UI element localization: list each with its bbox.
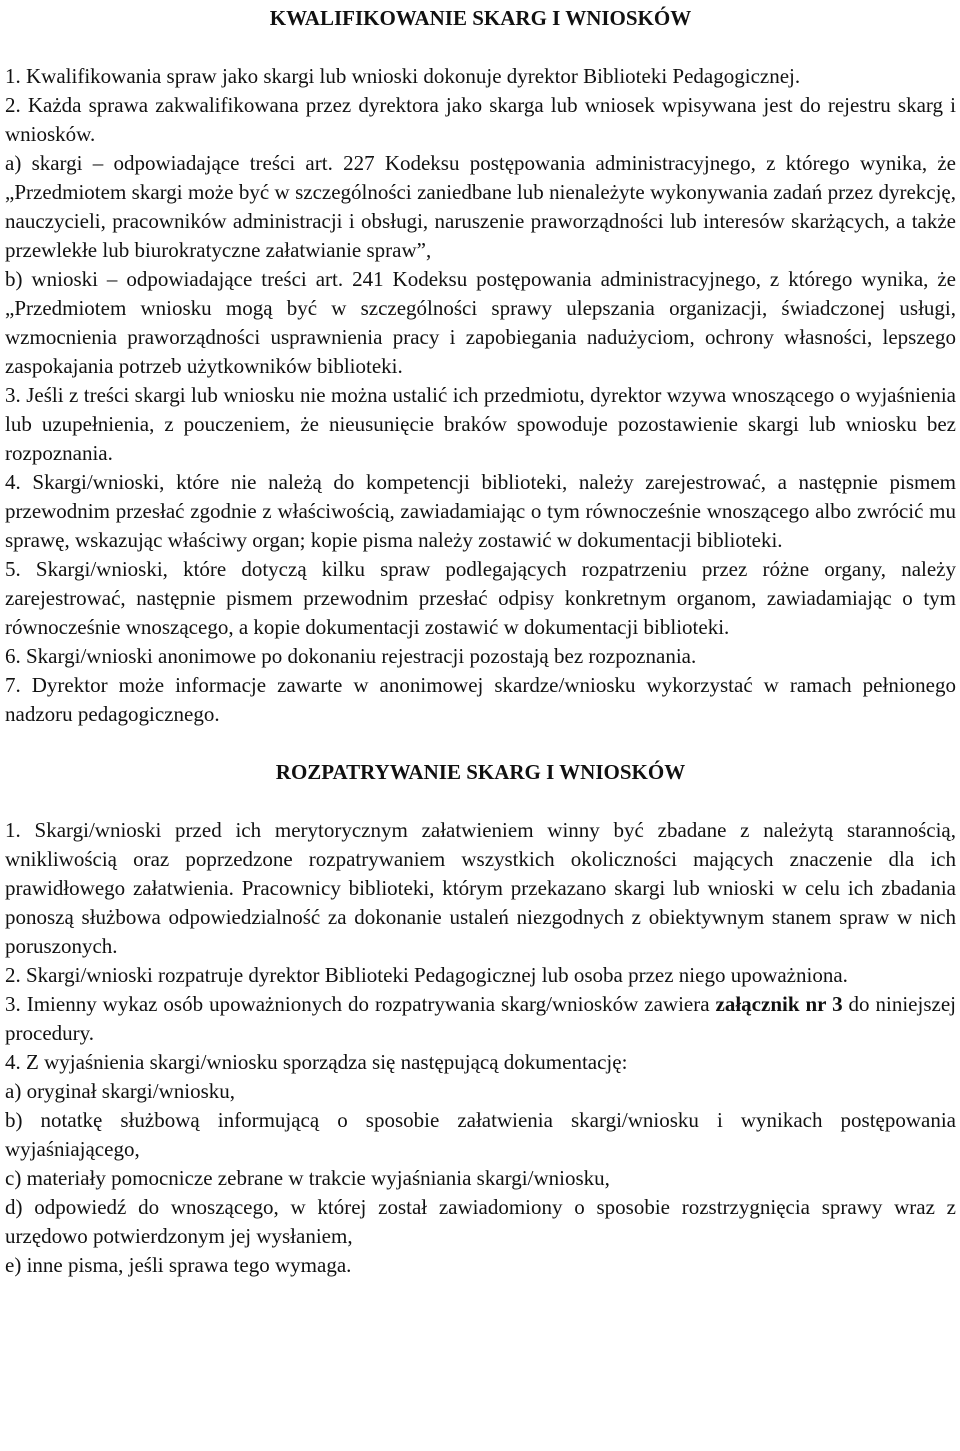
paragraph: b) wnioski – odpowiadające treści art. 241 Kodeksu postępowania administracyjnego, z którego wynika, że „Przedmiotem wniosku mogą być w szczególności sprawy ulepszania organizacji, świadczonej usługi, wzmocnienia praworządności usprawnienia pracy i zapobiegania nadużyciom, ochrony własności, lepszego zaspokajania potrzeb użytkowników biblioteki. (5, 267, 956, 378)
list-item: c) materiały pomocnicze zebrane w trakcie wyjaśniania skargi/wniosku, (5, 1166, 610, 1190)
spacer (5, 787, 956, 816)
attachment-reference: załącznik nr 3 (715, 992, 843, 1016)
paragraph: 4. Z wyjaśnienia skargi/wniosku sporządza się następującą dokumentację: (5, 1050, 628, 1074)
paragraph: 1. Kwalifikowania spraw jako skargi lub wnioski dokonuje dyrektor Biblioteki Pedagogicznej. (5, 64, 801, 88)
paragraph: 1. Skargi/wnioski przed ich merytorycznym załatwieniem winny być zbadane z należytą starannością, wnikliwością oraz poprzedzone rozpatrywaniem wszystkich okoliczności mających znaczenie dla ich prawidłowego załatwienia. Pracownicy biblioteki, którym przekazano skargi lub wnioski w celu ich zbadania ponoszą służbowa odpowiedzialność za dokonanie ustaleń niezgodnych z obiektywnym stanem spraw w nich poruszonych. (5, 818, 956, 958)
list-item: a) oryginał skargi/wniosku, (5, 1079, 235, 1103)
paragraph: a) skargi – odpowiadające treści art. 227 Kodeksu postępowania administracyjnego, z którego wynika, że „Przedmiotem skargi może być w szczególności zaniedbane lub nienależyte wykonywania zadań przez dyrekcję, nauczycieli, pracowników administracji i obsługi, naruszenie praworządności lub interesów skarżących, a także przewlekłe lub biurokratyczne załatwianie spraw”, (5, 151, 956, 262)
list-item: b) notatkę służbową informującą o sposobie załatwienia skargi/wniosku i wynikach postępowania wyjaśniającego, (5, 1108, 956, 1161)
paragraph: 6. Skargi/wnioski anonimowe po dokonaniu rejestracji pozostają bez rozpoznania. (5, 644, 697, 668)
paragraph: 4. Skargi/wnioski, które nie należą do kompetencji biblioteki, należy zarejestrować, a następnie pismem przewodnim przesłać zgodnie z właściwością, zawiadamiając o tym równocześnie wnoszącego albo zwrócić mu sprawę, wskazując właściwy organ; kopie pisma należy zostawić w dokumentacji biblioteki. (5, 470, 956, 552)
list-item: d) odpowiedź do wnoszącego, w której został zawiadomiony o sposobie rozstrzygnięcia sprawy wraz z urzędowo potwierdzonym jej wysłaniem, (5, 1195, 956, 1248)
paragraph-attachment-reference (5, 990, 956, 1048)
paragraph: 2. Każda sprawa zakwalifikowana przez dyrektora jako skarga lub wniosek wpisywana jest do rejestru skarg i wniosków. (5, 93, 956, 146)
spacer (5, 33, 956, 62)
paragraph: 3. Jeśli z treści skargi lub wniosku nie można ustalić ich przedmiotu, dyrektor wzywa wnoszącego o wyjaśnienia lub uzupełnienia, z pouczeniem, że nieusunięcie braków spowoduje pozostawienie skargi lub wniosku bez rozpoznania. (5, 383, 956, 465)
section-title-kwalifikowanie: KWALIFIKOWANIE SKARG I WNIOSKÓW (269, 6, 692, 30)
paragraph: 2. Skargi/wnioski rozpatruje dyrektor Biblioteki Pedagogicznej lub osoba przez niego upoważniona. (5, 963, 848, 987)
text-run: 3. Imienny wykaz osób upoważnionych do rozpatrywania skarg/wniosków zawiera (5, 992, 716, 1016)
text-run: do niniejszej procedury. (5, 992, 956, 1045)
spacer (5, 729, 956, 758)
section-title-rozpatrywanie: ROZPATRYWANIE SKARG I WNIOSKÓW (275, 760, 686, 784)
paragraph: 5. Skargi/wnioski, które dotyczą kilku spraw podlegających rozpatrzeniu przez różne organy, należy zarejestrować, następnie pismem przewodnim przesłać odpisy konkretnym organom, zawiadamiając o tym równocześnie wnoszącego, a kopie dokumentacji zostawić w dokumentacji biblioteki. (5, 557, 956, 639)
list-item: e) inne pisma, jeśli sprawa tego wymaga. (5, 1253, 352, 1277)
paragraph: 7. Dyrektor może informacje zawarte w anonimowej skardze/wniosku wykorzystać w ramach pełnionego nadzoru pedagogicznego. (5, 673, 956, 726)
